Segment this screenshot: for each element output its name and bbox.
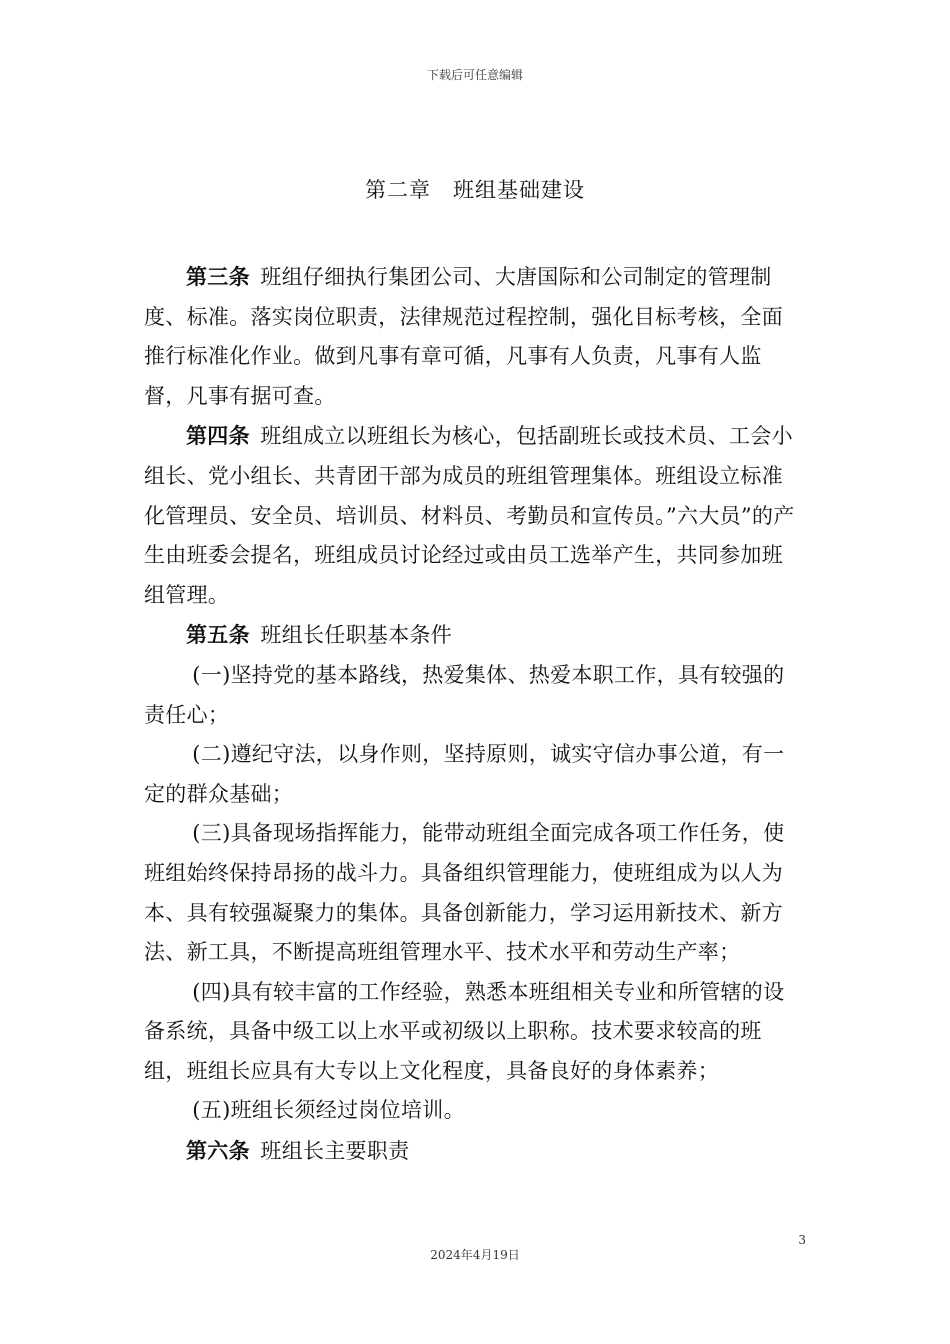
article-text: 班组成立以班组长为核心，包括副班长或技术员、工会小组长、党小组长、共青团干部为成员的班组管理集体。班组设立标准化管理员、安全员、培训员、材料员、考勤员和宣传员。”六大员”的产生由班委会提名，班组成员讨论经过或由员工选举产生，共同参加班组管理。	[144, 424, 795, 607]
page-number: 3	[798, 1233, 806, 1247]
footer-date: 2024年4月19日	[430, 1248, 520, 1262]
article-text: 班组长主要职责	[260, 1139, 410, 1164]
article-label: 第五条	[186, 622, 250, 648]
condition-text: (五)班组长须经过岗位培训。	[192, 1098, 465, 1123]
condition-item-4	[144, 973, 804, 1092]
condition-text: (二)遵纪守法，以身作则，坚持原则，诚实守信办事公道，有一定的群众基础；	[144, 742, 785, 806]
article-text: 班组长任职基本条件	[260, 623, 453, 648]
article-text: 班组仔细执行集团公司、大唐国际和公司制定的管理制度、标准。落实岗位职责，法律规范过程控制，强化目标考核，全面推行标准化作业。做到凡事有章可循，凡事有人负责，凡事有人监督，凡事有据可查。	[144, 265, 783, 408]
condition-item-3	[144, 814, 804, 972]
condition-text: (一)坚持党的基本路线，热爱集体、热爱本职工作，具有较强的责任心；	[144, 662, 785, 727]
condition-text: (四)具有较丰富的工作经验，熟悉本班组相关专业和所管辖的设备系统，具备中级工以上水平或初级以上职称。技术要求较高的班组，班组长应具有大专以上文化程度，具备良好的身体素养；	[144, 979, 785, 1083]
condition-item-5	[144, 1091, 804, 1131]
header-note: 下载后可任意编辑	[426, 68, 523, 82]
document-body	[144, 257, 804, 1172]
article-label: 第三条	[186, 264, 250, 289]
chapter-title: 第二章 班组基础建设	[365, 178, 585, 202]
article-label: 第四条	[186, 423, 250, 449]
article-4	[144, 416, 804, 615]
article-5	[144, 615, 804, 656]
article-label: 第六条	[186, 1138, 250, 1164]
condition-text: (三)具备现场指挥能力，能带动班组全面完成各项工作任务，使班组始终保持昂扬的战斗力。具备组织管理能力，使班组成为以人为本、具有较强凝聚力的集体。具备创新能力，学习运用新技术、新方法、新工具，不断提高班组管理水平、技术水平和劳动生产率；	[144, 821, 785, 965]
article-3	[144, 257, 804, 416]
article-6	[144, 1131, 804, 1172]
condition-item-2	[144, 735, 804, 814]
condition-item-1	[144, 656, 804, 735]
